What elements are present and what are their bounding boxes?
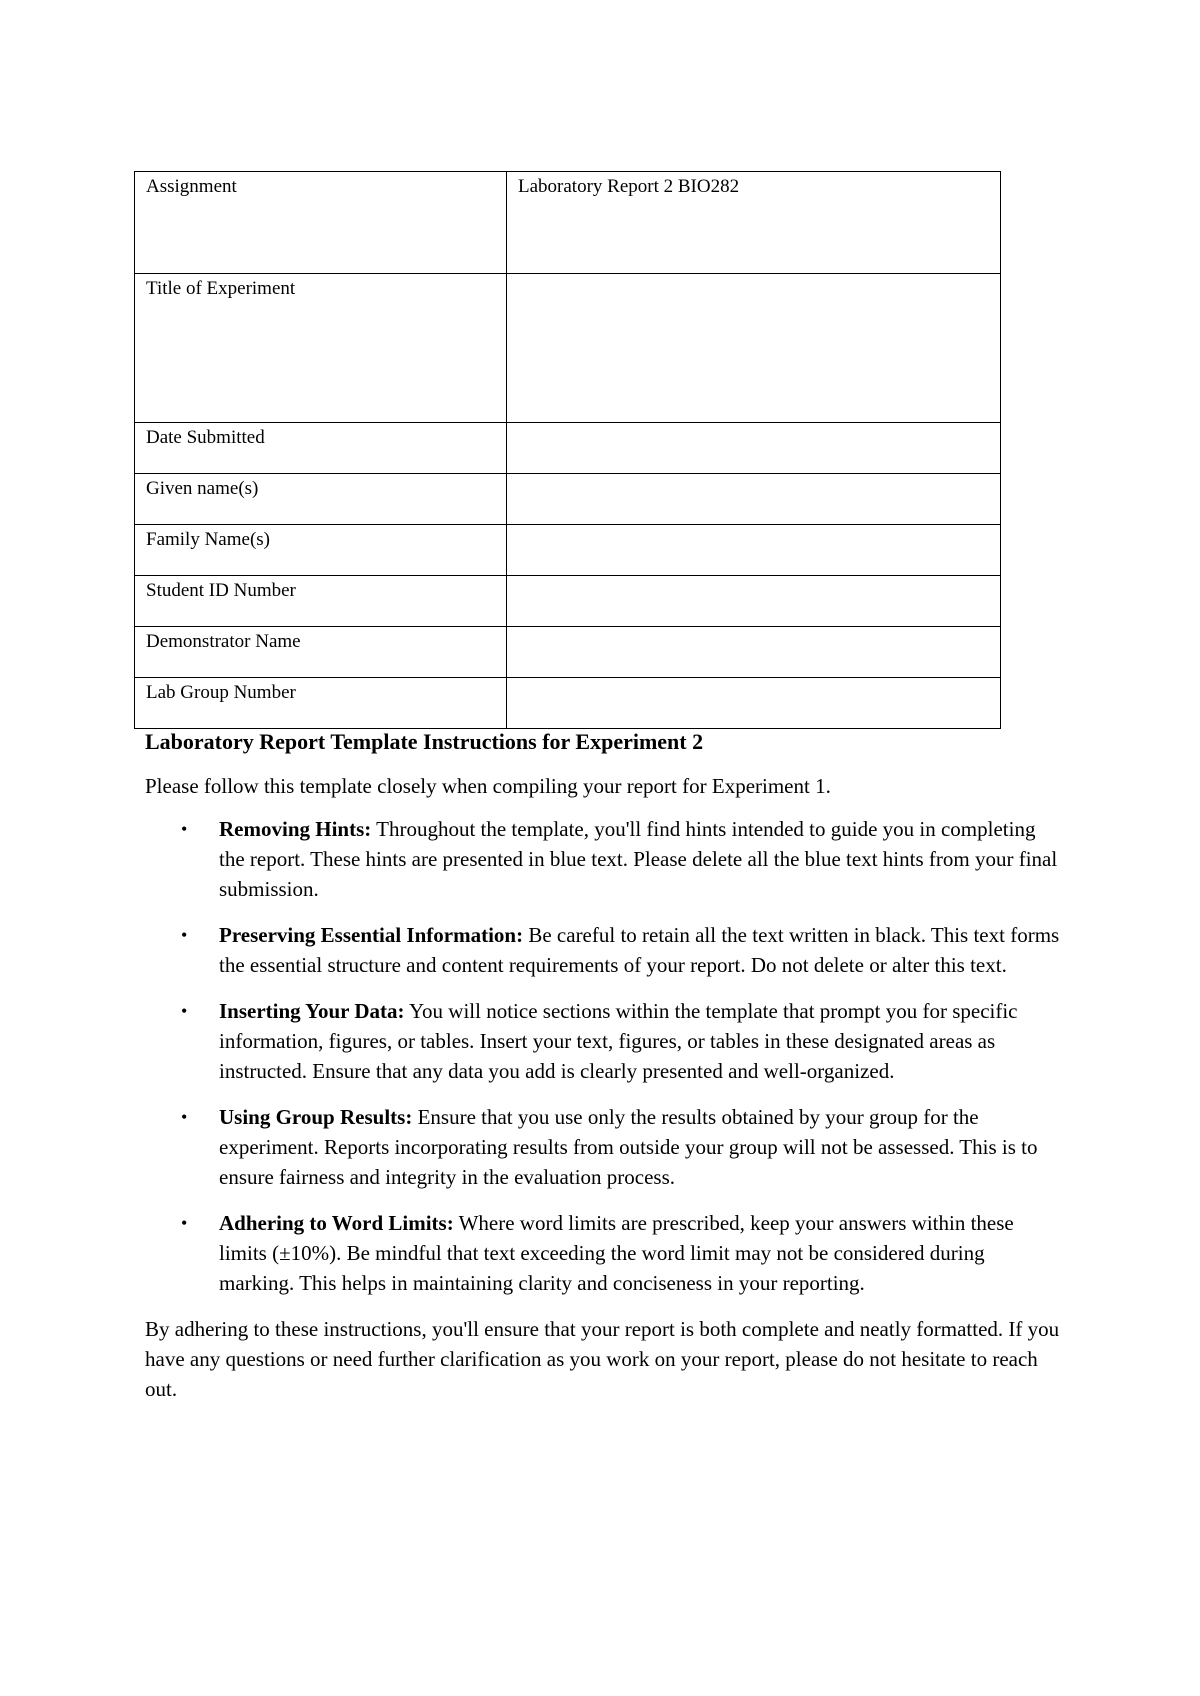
row-label: Student ID Number: [135, 576, 507, 627]
row-value[interactable]: [507, 474, 1001, 525]
row-value[interactable]: [507, 423, 1001, 474]
bullet-text: Ensure that you use only the results obtained by your group for the experiment. Reports incorporating results from outside your group will not be assessed. This is to ensure fairness and integrity in the evaluation process.: [219, 1105, 1038, 1189]
bullet-term: Using Group Results:: [219, 1105, 413, 1129]
table-row: [135, 678, 1001, 729]
bullet-term: Inserting Your Data:: [219, 999, 405, 1023]
bullet-term: Adhering to Word Limits:: [219, 1211, 454, 1235]
row-label: Given name(s): [135, 474, 507, 525]
row-value[interactable]: [507, 627, 1001, 678]
list-item: [145, 814, 1065, 904]
row-value[interactable]: [507, 525, 1001, 576]
closing-paragraph: By adhering to these instructions, you'll ensure that your report is both complete and neatly formatted. If you have any questions or need further clarification as you work on your report, please do not hesitate to reach out.: [145, 1317, 1060, 1401]
row-value[interactable]: [507, 576, 1001, 627]
bullet-icon: •: [181, 819, 188, 839]
row-label: Demonstrator Name: [135, 627, 507, 678]
instructions-section: [145, 727, 1065, 1404]
list-item: [145, 1208, 1065, 1298]
bullet-icon: •: [181, 1213, 188, 1233]
row-label: Family Name(s): [135, 525, 507, 576]
list-item: [145, 996, 1065, 1086]
row-label: Title of Experiment: [135, 274, 507, 423]
row-label: Lab Group Number: [135, 678, 507, 729]
bullet-term: Removing Hints:: [219, 817, 372, 841]
table-row: [135, 172, 1001, 274]
table-row: [135, 474, 1001, 525]
row-label: Date Submitted: [135, 423, 507, 474]
bullet-icon: •: [181, 1107, 188, 1127]
bullet-text: You will notice sections within the template that prompt you for specific information, figures, or tables. Insert your text, figures, or tables in these designated areas as instructed. Ensure that any data you add is clearly presented and well-organized.: [219, 999, 1018, 1083]
bullet-text: Be careful to retain all the text written in black. This text forms the essential structure and content requirements of your report. Do not delete or alter this text.: [219, 923, 1060, 977]
report-info-table: [134, 171, 1001, 729]
table-row: [135, 525, 1001, 576]
bullet-term: Preserving Essential Information:: [219, 923, 524, 947]
bullet-icon: •: [181, 1001, 188, 1021]
instructions-list: [145, 814, 1065, 1298]
bullet-icon: •: [181, 925, 188, 945]
row-value[interactable]: [507, 274, 1001, 423]
row-label: Assignment: [135, 172, 507, 274]
instructions-heading: Laboratory Report Template Instructions for Experiment 2: [145, 729, 704, 754]
table-row: [135, 576, 1001, 627]
list-item: [145, 1102, 1065, 1192]
bullet-text: Where word limits are prescribed, keep your answers within these limits (±10%). Be mindful that text exceeding the word limit may not be considered during marking. This helps in maintaining clarity and conciseness in your reporting.: [219, 1211, 1014, 1295]
bullet-text: Throughout the template, you'll find hints intended to guide you in completing the report. These hints are presented in blue text. Please delete all the blue text hints from your final submission.: [219, 817, 1058, 901]
row-value[interactable]: [507, 678, 1001, 729]
instructions-intro: Please follow this template closely when compiling your report for Experiment 1.: [145, 774, 831, 798]
list-item: [145, 920, 1065, 980]
row-value[interactable]: Laboratory Report 2 BIO282: [507, 172, 1001, 274]
table-row: [135, 627, 1001, 678]
table-row: [135, 423, 1001, 474]
table-row: [135, 274, 1001, 423]
